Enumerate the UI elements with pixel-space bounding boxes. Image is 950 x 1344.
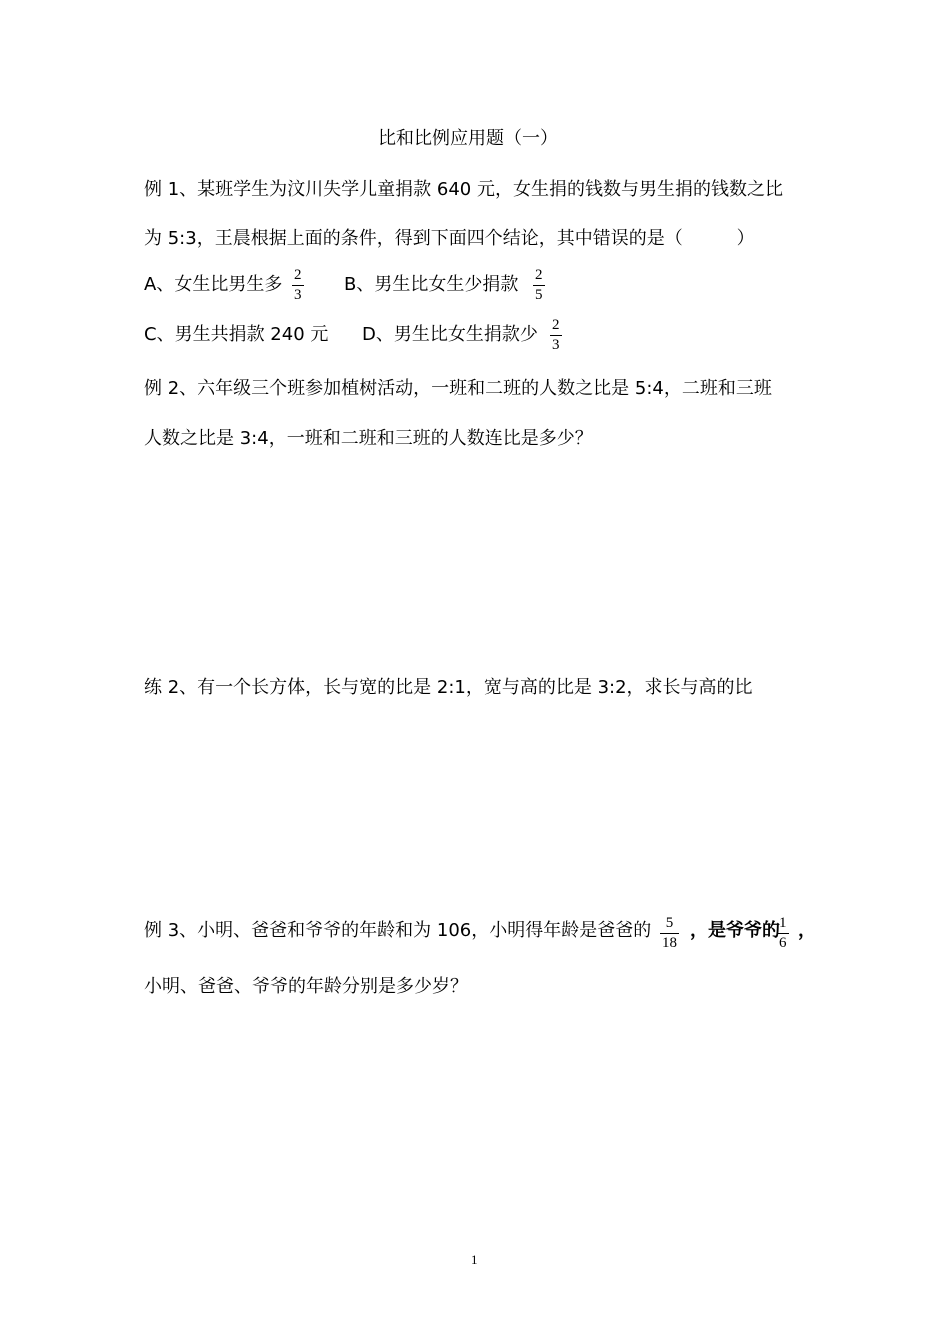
fraction-numerator: 2 — [552, 317, 560, 333]
fraction-denominator: 18 — [662, 935, 677, 951]
ex3-line1-part1: 例 3、小明、爸爸和爷爷的年龄和为 106，小明得年龄是爸爸的 — [144, 920, 652, 941]
fraction-denominator: 3 — [552, 337, 560, 353]
fraction-numerator: 1 — [779, 915, 787, 931]
fraction-denominator: 3 — [294, 287, 302, 303]
ex3-fraction-grandfather — [777, 916, 789, 951]
fraction-denominator: 5 — [535, 287, 543, 303]
fraction-bar — [777, 933, 789, 934]
practice2-line1: 练 2、有一个长方体，长与宽的比是 2:1，宽与高的比是 3:2，求长与高的比 — [144, 677, 753, 698]
ex1-option-d-fraction — [550, 318, 562, 353]
fraction-numerator: 2 — [294, 267, 302, 283]
ex3-line1-part2: ，是爷爷的 — [690, 920, 780, 941]
fraction-numerator: 5 — [665, 915, 674, 931]
fraction-bar — [660, 933, 679, 934]
ex1-line2: 为 5:3，王晨根据上面的条件，得到下面四个结论，其中错误的是（ ） — [144, 228, 755, 249]
fraction-bar — [292, 285, 304, 286]
ex2-line1: 例 2、六年级三个班参加植树活动，一班和二班的人数之比是 5:4，二班和三班 — [144, 378, 772, 399]
page-title: 比和比例应用题（一） — [378, 128, 558, 149]
ex3-fraction-father — [660, 916, 679, 951]
ex1-option-c: C、男生共捐款 240 元 — [144, 324, 329, 345]
fraction-numerator: 2 — [535, 267, 543, 283]
ex1-option-d: D、男生比女生捐款少 — [362, 324, 538, 345]
ex1-option-a-fraction — [292, 268, 304, 303]
ex1-option-b: B、男生比女生少捐款 — [344, 274, 519, 295]
ex1-option-b-fraction — [533, 268, 545, 303]
fraction-bar — [533, 285, 545, 286]
ex3-line1-part3: ， — [798, 920, 816, 941]
fraction-bar — [550, 335, 562, 336]
ex1-option-a: A、女生比男生多 — [144, 274, 283, 295]
fraction-denominator: 6 — [779, 935, 787, 951]
ex1-line1: 例 1、某班学生为汶川失学儿童捐款 640 元，女生捐的钱数与男生捐的钱数之比 — [144, 179, 783, 200]
ex2-line2: 人数之比是 3:4，一班和二班和三班的人数连比是多少？ — [144, 428, 593, 449]
ex3-line2: 小明、爸爸、爷爷的年龄分别是多少岁？ — [144, 976, 468, 997]
page-number: 1 — [471, 1252, 478, 1267]
